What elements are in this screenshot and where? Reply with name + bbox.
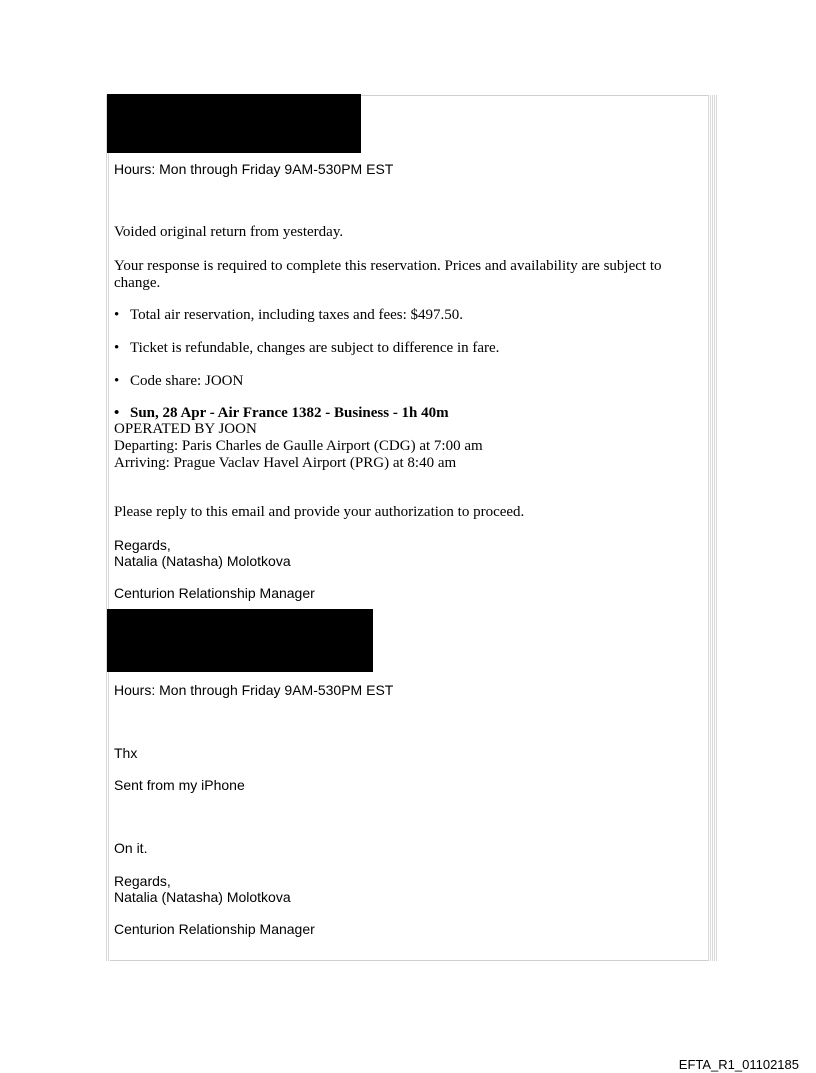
bullet-code-share (114, 373, 243, 390)
bullet-icon: • (114, 373, 120, 389)
sender-name: Natalia (Natasha) Molotkova (114, 553, 291, 569)
frame-left-rule (106, 95, 110, 961)
bullet-icon: • (114, 340, 120, 356)
bullet-refundable (114, 340, 499, 357)
flight-arriving: Arriving: Prague Vaclav Havel Airport (PRG) at 8:40 am (114, 455, 457, 471)
flight-operated-by: OPERATED BY JOON (114, 421, 257, 437)
regards-2: Regards, (114, 873, 171, 889)
on-it: On it. (114, 840, 148, 856)
bullet-text: Total air reservation, including taxes and fees: $497.50. (130, 307, 464, 323)
sender-name-2: Natalia (Natasha) Molotkova (114, 889, 291, 905)
hours-line-2: Hours: Mon through Friday 9AM-530PM EST (114, 682, 394, 698)
reply-request: Please reply to this email and provide your authorization to proceed. (114, 504, 525, 520)
sent-from-iphone: Sent from my iPhone (114, 777, 245, 793)
sender-title: Centurion Relationship Manager (114, 585, 315, 601)
bullet-icon: • (114, 405, 120, 421)
response-required-note: Your response is required to complete this reservation. Prices and availability are subject to change. (114, 258, 662, 291)
flight-departing: Departing: Paris Charles de Gaulle Airport (CDG) at 7:00 am (114, 438, 483, 454)
bullet-total-fare (114, 307, 463, 324)
regards: Regards, (114, 537, 171, 553)
document-id: EFTA_R1_01102185 (678, 1057, 799, 1072)
frame-right-rule (708, 95, 718, 961)
voided-note: Voided original return from yesterday. (114, 224, 344, 240)
flight-title (114, 405, 449, 422)
bullet-text: Ticket is refundable, changes are subject to difference in fare. (130, 340, 500, 356)
flight-title-text: Sun, 28 Apr - Air France 1382 - Business - 1h 40m (130, 405, 449, 421)
redaction-block-top (107, 94, 361, 153)
hours-line: Hours: Mon through Friday 9AM-530PM EST (114, 161, 394, 177)
redaction-block-middle (107, 609, 373, 672)
bullet-text: Code share: JOON (130, 373, 244, 389)
bullet-icon: • (114, 307, 120, 323)
reply-thx: Thx (114, 745, 138, 761)
sender-title-2: Centurion Relationship Manager (114, 921, 315, 937)
